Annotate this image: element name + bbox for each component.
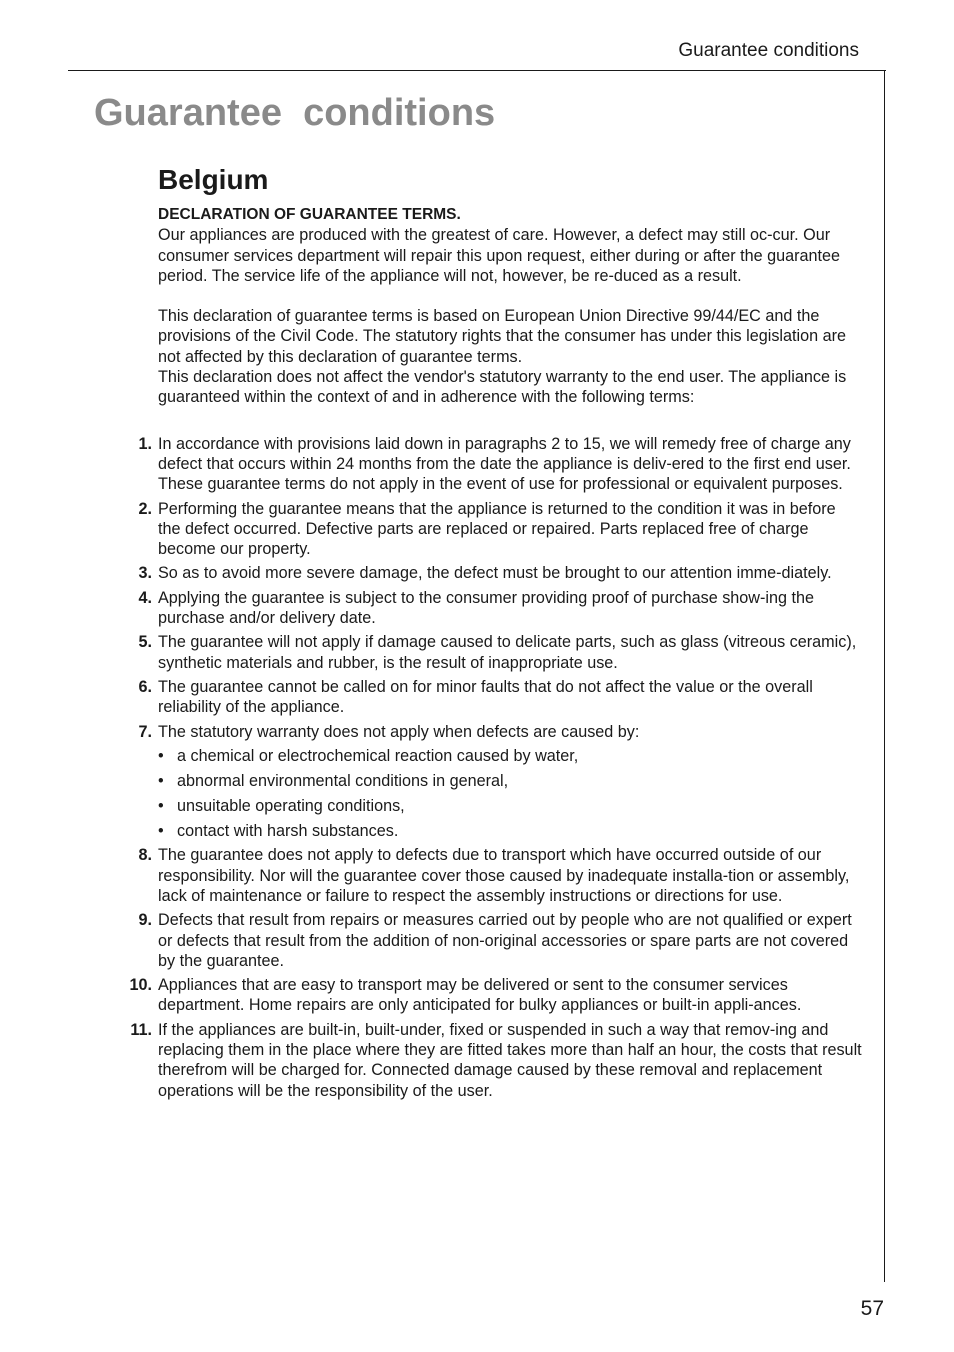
list-item — [138, 677, 862, 718]
term-text: In accordance with provisions laid down in paragraphs 2 to 15, we will remedy free of charge any defect that occurs within 24 months from the date the appliance is deliv-ered to the first end user. — [158, 434, 851, 473]
bullet-icon: • — [158, 796, 164, 815]
bullet-icon: • — [158, 821, 164, 840]
term-number: 10. — [129, 976, 152, 995]
list-item — [138, 499, 862, 560]
term-number: 1. — [138, 434, 152, 453]
bullet-icon: • — [158, 771, 164, 790]
header-rule — [68, 70, 886, 71]
term-text: The statutory warranty does not apply when defects are caused by: — [158, 722, 640, 741]
term-number: 3. — [138, 564, 152, 583]
bullet-text: contact with harsh substances. — [177, 821, 399, 840]
term-text: The guarantee will not apply if damage caused to delicate parts, such as glass (vitreous ceramic), synthetic materials and rubber, is the result of inappropriate use. — [158, 633, 857, 672]
term-text: Performing the guarantee means that the appliance is returned to the condition it was in before the defect occurred. Defective parts are replaced or repaired. Parts replaced free of charge become our property. — [158, 499, 836, 559]
spacer — [158, 286, 862, 306]
terms-list — [129, 434, 862, 1101]
term-number: 2. — [138, 499, 152, 518]
term-number: 5. — [138, 633, 152, 652]
term-number: 7. — [138, 722, 152, 741]
list-item — [138, 588, 862, 629]
term-number: 6. — [138, 677, 152, 696]
bullet-text: abnormal environmental conditions in general, — [177, 771, 509, 790]
list-item — [138, 563, 862, 583]
term-text: If the appliances are built-in, built-under, fixed or suspended in such a way that remov-ing and replacing them in the place where they are fitted takes more than half an hour, the costs that result therefrom will be charged for. Connected damage caused by these removal and replacement operations will be the responsibility of the user. — [158, 1020, 862, 1100]
list-item — [138, 434, 862, 495]
bullet-text: a chemical or electrochemical reaction caused by water, — [177, 746, 579, 765]
content — [129, 205, 862, 1105]
term-text: The guarantee cannot be called on for minor faults that do not affect the value or the overall reliability of the appliance. — [158, 677, 813, 717]
bullet-text: unsuitable operating conditions, — [177, 796, 405, 815]
bullet-item — [158, 821, 862, 841]
term-text: Applying the guarantee is subject to the consumer providing proof of purchase show-ing the purchase and/or delivery date. — [158, 588, 814, 628]
page-title: Guarantee conditions — [94, 92, 496, 134]
term-text: Defects that result from repairs or measures carried out by people who are not qualified or expert or defects that result from the addition of non-original accessories or spare parts are not covered by the guarantee. — [158, 911, 852, 970]
term-text: The guarantee does not apply to defects due to transport which have occurred outside of our responsibility. Nor will the guarantee cover those caused by inadequate installa-tion or assembly, lack of maintenance or failure to respect the assembly instructions or directions for use. — [158, 846, 850, 905]
bullet-item — [158, 771, 862, 791]
list-item — [130, 1020, 862, 1101]
margin-rule — [884, 70, 885, 1282]
page-number: 57 — [860, 1297, 884, 1320]
list-item — [138, 722, 862, 841]
bullet-icon: • — [158, 746, 164, 765]
causes-list — [158, 746, 862, 841]
bullet-item — [158, 746, 862, 766]
directive-paragraph: This declaration of guarantee terms is based on European Union Directive 99/44/EC and the provisions of the Civil Code. The statutory rights that the consumer has under this legislation are not affected by this declaration of guarantee terms. — [158, 307, 847, 366]
list-item — [138, 910, 862, 971]
term-text: Appliances that are easy to transport may be delivered or sent to the consumer services department. Home repairs are only anticipated for bulky appliances or built-in appli-ances. — [158, 976, 802, 1015]
section-title: Belgium — [158, 164, 269, 195]
term-number: 11. — [130, 1020, 152, 1039]
list-item — [138, 845, 862, 906]
term-text: So as to avoid more severe damage, the defect must be brought to our attention imme-diately. — [158, 564, 832, 583]
list-item — [138, 632, 862, 673]
intro-paragraph: Our appliances are produced with the greatest of care. However, a defect may still oc-cur. Our consumer services department will repair this upon request, either during or after the guarantee period. The service life of the appliance will not, however, be re-duced as a result. — [158, 226, 841, 285]
declaration-heading: DECLARATION OF GUARANTEE TERMS. — [158, 206, 461, 223]
bullet-item — [158, 796, 862, 816]
term-extra: These guarantee terms do not apply in the event of use for professional or equivalent purposes. — [158, 475, 843, 494]
vendor-paragraph: This declaration does not affect the vendor's statutory warranty to the end user. The appliance is guaranteed within the context of and in adherence with the following terms: — [158, 368, 847, 407]
term-number: 8. — [138, 846, 152, 865]
list-item — [129, 975, 862, 1016]
term-number: 9. — [138, 911, 152, 930]
term-number: 4. — [138, 588, 152, 607]
running-header: Guarantee conditions — [678, 40, 859, 61]
